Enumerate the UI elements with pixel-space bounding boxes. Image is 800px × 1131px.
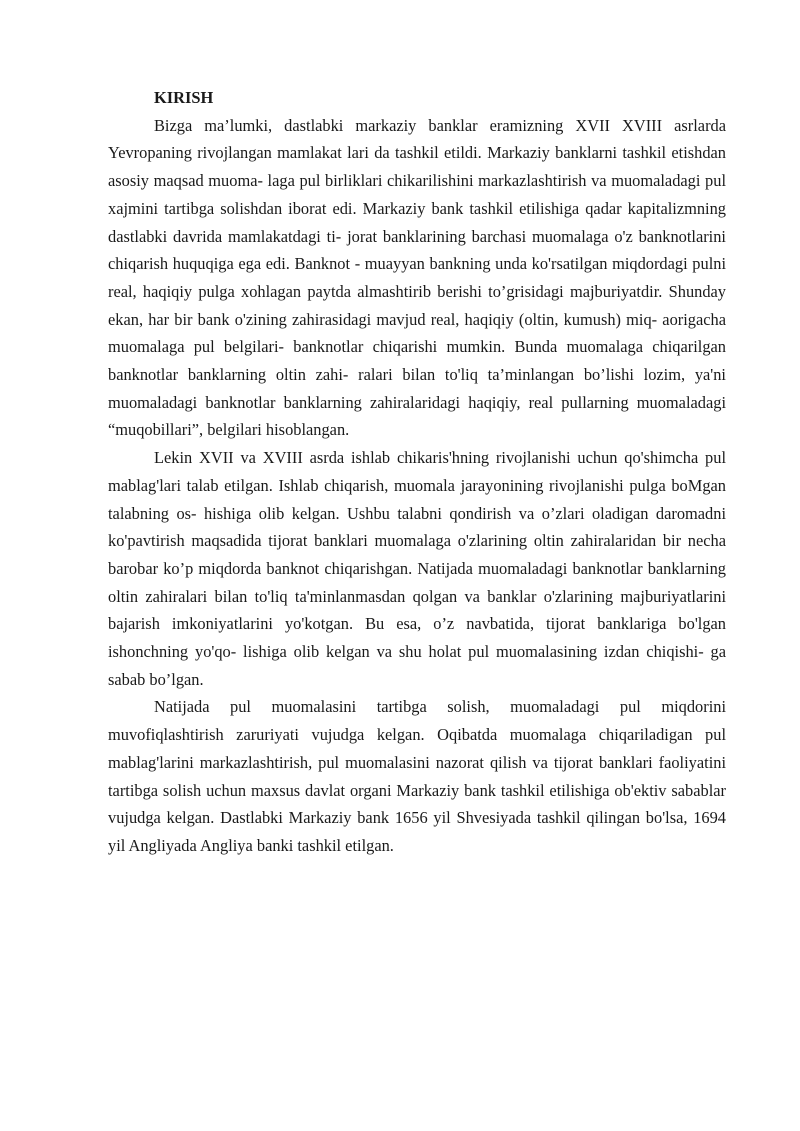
- section-heading: KIRISH: [154, 88, 214, 107]
- paragraph-3: Natijada pul muomalasini tartibga solish, muomaladagi pul miqdorini muvofiqlashtirish zaruriyati vujudga kelgan. Oqibatda muomalaga chiqariladigan pul mablag'larini markazlashtirish, pul muomalasini nazorat qilish va tijorat banklari faoliyatini tartibga solish uchun maxsus davlat organi Markaziy bank tashkil etilishiga ob'ektiv sabablar vujudga kelgan. Dastlabki Markaziy bank 1656 yil Shvesiyada tashkil qilingan bo'lsa, 1694 yil Angliyada Angliya banki tashkil etilgan.: [108, 697, 726, 855]
- paragraph-2: Lekin XVII va XVIII asrda ishlab chikaris'hning rivojlanishi uchun qo'shimcha pul mablag'lari talab etilgan. Ishlab chiqarish, muomala jarayonining rivojlanishi pulga boMgan talabning os- hishiga olib kelgan. Ushbu talabni qondirish va o’zlari oladigan daromadni ko'pavtirish maqsadida tijorat banklari muomalaga o'zlarining oltin zahiralaridan bir necha barobar ko’p miqdorda banknot chiqarishgan. Natijada muomaladagi banknotlar banklarning oltin zahiralari bilan to'liq ta'minlanmasdan qolgan va banklar o'zlarining majburiyatlarini bajarish imkoniyatlarini yo'kotgan. Bu esa, o’z navbatida, tijorat banklariga bo'lgan ishonchning yo'qo- lishiga olib kelgan va shu holat pul muomalasining izdan chiqishi- ga sabab bo’lgan.: [108, 448, 726, 689]
- paragraph-1: Bizga ma’lumki, dastlabki markaziy banklar eramizning XVII XVIII asrlarda Yevropaning rivojlangan mamlakat lari da tashkil etildi. Markaziy banklarni tashkil etishdan asosiy maqsad muoma- laga pul birliklari chikarilishini markazlashtirish va muomaladagi pul xajmini tartibga solishdan iborat edi. Markaziy bank tashkil etilishiga qadar kapitalizmning dastlabki davrida mamlakatdagi ti- jorat banklarining barchasi muomalaga o'z banknotlarini chiqarish huquqiga ega edi. Banknot - muayyan bankning unda ko'rsatilgan miqdordagi pulni real, haqiqiy pulga xohlagan paytda almashtirib berishi to’grisidagi majburiyatdir. Shunday ekan, har bir bank o'zining zahirasidagi mavjud real, haqiqiy (oltin, kumush) miq- aorigacha muomalaga pul belgilari- banknotlar chiqarishi mumkin. Bunda muomalaga chiqarilgan banknotlar banklarning oltin zahi- ralari bilan to'liq ta’minlangan bo’lishi lozim, ya'ni muomaladagi banknotlar banklarning zahiralaridagi haqiqiy, real pullarning muomaladagi “muqobillari”, belgilari hisoblangan.: [108, 115, 726, 440]
- document-body: [108, 84, 726, 860]
